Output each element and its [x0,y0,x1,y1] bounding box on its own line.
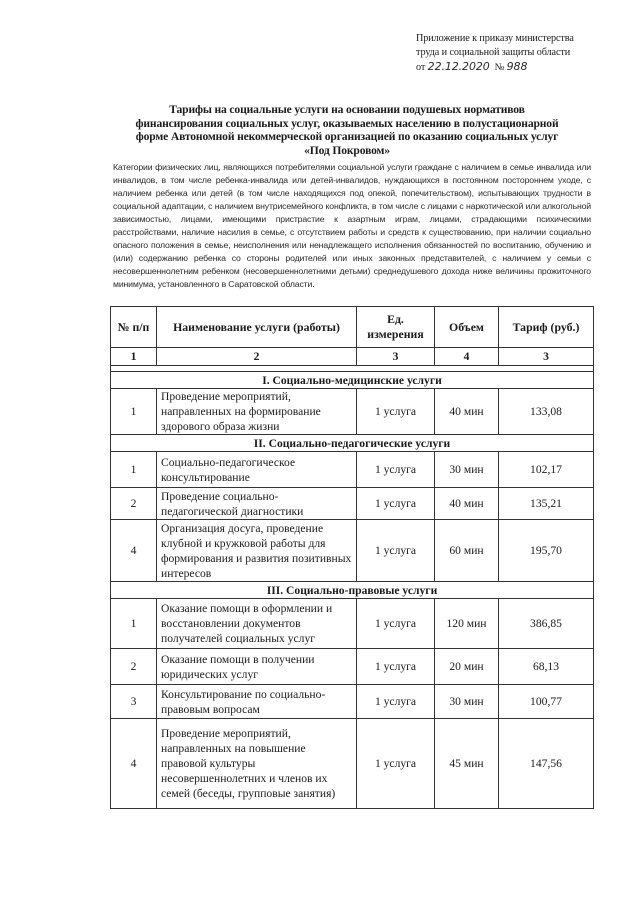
row-num: 1 [111,599,157,649]
column-number-row [111,348,594,366]
row-service-name: Организация досуга, проведение клубной и кружковой работы для формирования и развития позитивных интересов [157,520,357,582]
section-title: II. Социально-педагогические услуги [111,435,594,452]
table-row [111,719,594,809]
row-tariff: 195,70 [499,520,594,582]
row-volume: 40 мин [435,488,499,520]
header-tariff: Тариф (руб.) [499,307,594,348]
row-service-name: Оказание помощи в оформлении и восстановлении документов получателей социальных услуг [157,599,357,649]
row-volume: 20 мин [435,649,499,685]
row-volume: 40 мин [435,389,499,435]
title-line-3: форме Автономной некоммерческой организацией по оказанию социальных услуг [135,130,559,143]
row-tariff: 147,56 [499,719,594,809]
order-date-prefix: от [416,62,426,73]
row-volume: 60 мин [435,520,499,582]
row-num: 1 [111,452,157,488]
table-row [111,452,594,488]
row-unit: 1 услуга [357,649,435,685]
title-line-2: финансирования социальных услуг, оказываемых населению в полустационарной [135,116,559,130]
order-number: 988 [506,60,528,73]
row-volume: 45 мин [435,719,499,809]
row-volume: 30 мин [435,452,499,488]
row-unit: 1 услуга [357,719,435,809]
appendix-header [416,32,626,75]
tariffs-table [110,306,594,809]
title-line-1: Тарифы на социальные услуги на основании подушевых нормативов [169,103,525,116]
table-row [111,685,594,719]
row-tariff: 102,17 [499,452,594,488]
row-num: 2 [111,649,157,685]
section-title: III. Социально-правовые услуги [111,582,594,599]
row-tariff: 100,77 [499,685,594,719]
table-row [111,488,594,520]
appendix-line-2: труда и социальной защиты области [416,47,571,58]
row-service-name: Оказание помощи в получении юридических услуг [157,649,357,685]
order-date: 22.12.2020 [427,60,490,73]
row-unit: 1 услуга [357,685,435,719]
header-volume: Объем [435,307,499,348]
title-line-4: «Под Покровом» [304,143,390,157]
row-num: 2 [111,488,157,520]
section-row [111,435,594,452]
appendix-line-1: Приложение к приказу министерства [416,33,574,44]
row-volume: 30 мин [435,685,499,719]
table-row [111,599,594,649]
row-unit: 1 услуга [357,488,435,520]
order-number-label: № [494,62,505,73]
document-title [112,103,582,157]
order-reference [416,60,626,75]
table-row [111,649,594,685]
column-number: 3 [357,348,435,366]
row-service-name: Проведение мероприятий, направленных на повышение правовой культуры несовершеннолетних и членов их семей (беседы, групповые занятия) [157,719,357,809]
row-service-name: Консультирование по социально-правовым вопросам [157,685,357,719]
row-num: 1 [111,389,157,435]
row-tariff: 68,13 [499,649,594,685]
column-number: 3 [499,348,594,366]
row-service-name: Проведение мероприятий, направленных на формирование здорового образа жизни [157,389,357,435]
row-service-name: Социально-педагогическое консультирование [157,452,357,488]
section-title: I. Социально-медицинские услуги [111,372,594,389]
header-name: Наименование услуги (работы) [157,307,357,348]
row-unit: 1 услуга [357,599,435,649]
row-unit: 1 услуга [357,520,435,582]
row-num: 4 [111,520,157,582]
column-number: 4 [435,348,499,366]
recipient-categories-text: Категории физических лиц, являющихся потребителями социальной услуги граждане с наличием в семье инвалида или инвалидов, в том числе ребенка-инвалида или детей-инвалидов, нуждающихся в постоянном постороннем уходе, с наличием ребенка или детей (в том числе находящихся под опекой, попечительством), испытывающих трудности в социальной адаптации, с наличием внутрисемейного конфликта, в том числе с лицами с наркотической или алкогольной зависимостью, лицами, имеющими пристрастие к азартным играм, лицами, страдающими психическими расстройствами, наличие насилия в семье, с отсутствием работы и средств к существованию, при наличии социально опасного положения в семье, неисполнения или ненадлежащего исполнения обязанностей по воспитанию, обучению и (или) содержанию ребенка со стороны родителей или иных законных представителей, с наличием у семьи с несовершеннолетним ребенком (несовершеннолетними детьми) среднедушевого дохода ниже величины прожиточного минимума, установленного в Саратовской области. [113,162,591,289]
row-num: 4 [111,719,157,809]
row-num: 3 [111,685,157,719]
row-service-name: Проведение социально-педагогической диагностики [157,488,357,520]
row-tariff: 135,21 [499,488,594,520]
column-number: 1 [111,348,157,366]
table-row [111,520,594,582]
header-unit: Ед. измерения [357,307,435,348]
table-row [111,389,594,435]
header-num: № п/п [111,307,157,348]
row-unit: 1 услуга [357,452,435,488]
row-volume: 120 мин [435,599,499,649]
section-row [111,582,594,599]
column-number: 2 [157,348,357,366]
row-tariff: 133,08 [499,389,594,435]
row-tariff: 386,85 [499,599,594,649]
section-row [111,372,594,389]
row-unit: 1 услуга [357,389,435,435]
table-header-row [111,307,594,348]
